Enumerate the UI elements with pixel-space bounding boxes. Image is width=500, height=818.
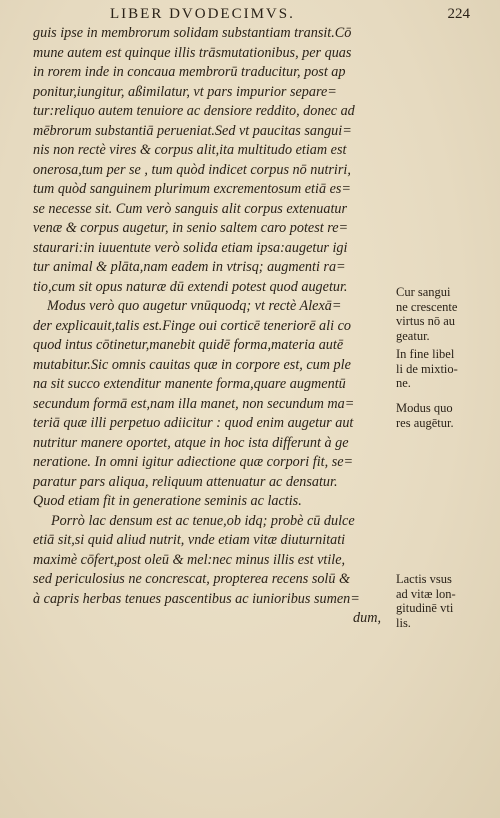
text-line: guis ipse in membrorum solidam substantiam transit.Cō bbox=[33, 25, 352, 41]
text-line: in rorem inde in concaua membrorū traducitur, post ap bbox=[33, 64, 346, 80]
margin-note bbox=[396, 401, 496, 430]
margin-note-line: virtus nō au bbox=[396, 314, 456, 328]
catchword-line: dum, bbox=[353, 610, 381, 626]
text-line: nis non rectè vires & corpus alit,ita multitudo etiam est bbox=[33, 142, 347, 158]
text-line: etiā sit,si quid aliud nutrit, vnde etiam vitæ diuturnitati bbox=[33, 532, 346, 548]
margin-note bbox=[396, 285, 496, 343]
text-line: maximè cōfert,post oleū & mel:nec minus illis est vtile, bbox=[33, 551, 346, 568]
text-line: teriā quæ illi perpetuo adiicitur : quod enim augetur aut bbox=[33, 415, 354, 431]
page-header bbox=[110, 6, 470, 26]
margin-note-line: ne crescente bbox=[396, 299, 458, 314]
margin-note bbox=[396, 572, 496, 630]
text-line: mutabitur.Sic omnis cauitas quæ in corpore est, cum ple bbox=[33, 356, 351, 373]
margin-note-line: res augētur. bbox=[396, 415, 454, 430]
margin-note-line: Lactis vsus bbox=[396, 572, 452, 586]
text-line: mune autem est quinque illis trāsmutationibus, per quas bbox=[33, 44, 352, 61]
text-line: secundum formā est,nam illa manet, non secundum ma= bbox=[33, 395, 355, 412]
text-line: tur:reliquo autem tenuiore ac densiore reddito, donec ad bbox=[33, 103, 355, 119]
text-line: onerosa,tum per se , tum quòd indicet corpus nō nutriri, bbox=[33, 161, 351, 178]
text-line: se necesse sit. Cum verò sanguis alit corpus extenuatur bbox=[33, 200, 348, 217]
margin-note-line: Cur sangui bbox=[396, 285, 451, 299]
main-text-block bbox=[33, 24, 391, 629]
margin-note-line: In fine libel bbox=[396, 347, 455, 361]
text-line: neratione. In omni igitur adiectione quæ corpori fit, se= bbox=[33, 454, 354, 470]
text-line: mēbrorum substantiā perueniat.Sed vt paucitas sangui= bbox=[33, 122, 352, 139]
paragraph-start-line: Porrò lac densum est ac tenue,ob idq; probè cū dulce bbox=[51, 512, 355, 529]
text-line: der explicauit,talis est.Finge oui corticē teneriorē ali co bbox=[33, 317, 351, 334]
page-number: 224 bbox=[447, 6, 470, 22]
margin-note-line: gitudinē vti bbox=[396, 601, 454, 615]
margin-note-line: Modus quo bbox=[396, 401, 453, 415]
margin-note-line: geatur. bbox=[396, 328, 430, 343]
text-line: nutritur manere oportet, atque in hoc ista differunt à ge bbox=[33, 434, 349, 451]
running-head: LIBER DVODECIMVS. bbox=[110, 6, 295, 22]
margin-note-line: ad vitæ lon- bbox=[396, 586, 456, 601]
text-line: sed periculosius ne concrescat, propterea recens solū & bbox=[33, 571, 351, 587]
text-line: venæ & corpus augetur, in senio saltem caro potest re= bbox=[33, 220, 349, 236]
margin-note-line: lis. bbox=[396, 615, 411, 630]
text-line: na sit succo extenditur manente forma,quare augmentū bbox=[33, 376, 346, 392]
text-line: quod intus cōtinetur,manebit quidē forma,materia autē bbox=[33, 337, 344, 353]
text-line: ponitur,iungitur, aßimilatur, vt pars impurior separe= bbox=[33, 83, 337, 100]
margin-note-line: ne. bbox=[396, 376, 411, 390]
paragraph-start-line: Modus verò quo augetur vnūquodq; vt rectè Alexā= bbox=[47, 298, 342, 314]
text-line: staurari:in iuuentute verò solida etiam ipsa:augetur igi bbox=[33, 239, 348, 256]
text-line: tio,cum sit opus naturæ dū extendi potest quod augetur. bbox=[33, 278, 348, 295]
text-line: Quod etiam fit in generatione seminis ac lactis. bbox=[33, 493, 302, 509]
margin-note bbox=[396, 347, 496, 391]
margin-note-line: li de mixtio- bbox=[396, 361, 458, 376]
text-line: tum quòd sanguinem plurimum excrementosum etiā es= bbox=[33, 181, 351, 197]
text-line: à capris herbas tenues pascentibus ac iunioribus sumen= bbox=[33, 590, 360, 607]
text-line: tur animal & plāta,nam eadem in vtrisq; augmenti ra= bbox=[33, 259, 346, 275]
text-line: paratur pars aliqua, reliquum attenuatur ac densatur. bbox=[33, 473, 338, 490]
